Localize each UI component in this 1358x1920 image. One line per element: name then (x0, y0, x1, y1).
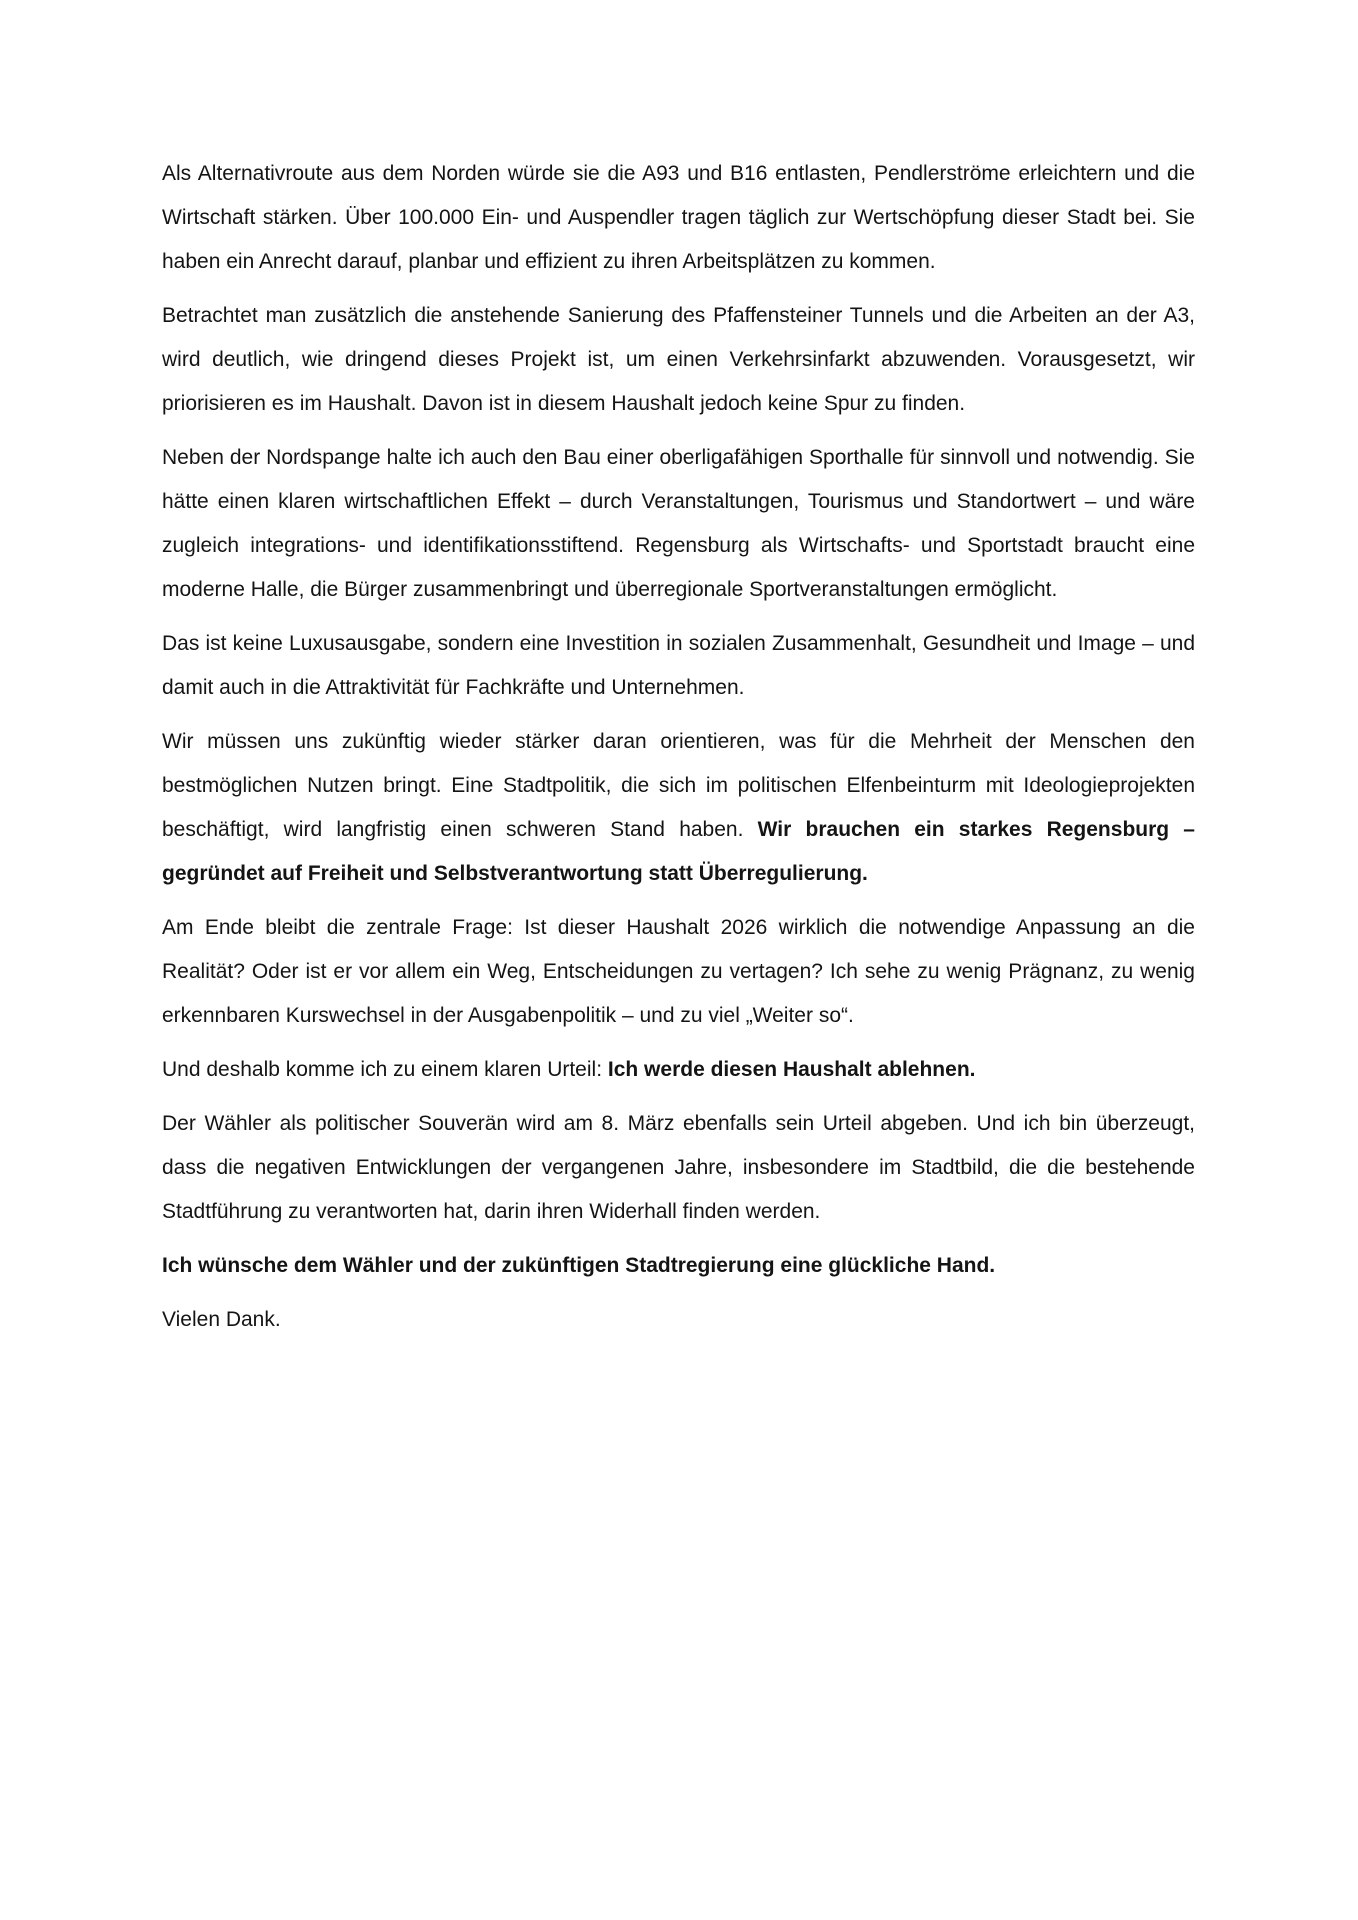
text-run: Betrachtet man zusätzlich die anstehende Sanierung des Pfaffensteiner Tunnels und die Arbeiten an der A3, wird deutlich, wie dringend dieses Projekt ist, um einen Verkehrsinfarkt abzuwenden. Vorausgesetzt, wir priorisieren es im Haushalt. Davon ist in diesem Haushalt jedoch keine Spur zu finden. (162, 304, 1195, 415)
text-run: Das ist keine Luxusausgabe, sondern eine Investition in sozialen Zusammenhalt, Gesundheit und Image – und damit auch in die Attraktivität für Fachkräfte und Unternehmen. (162, 632, 1195, 699)
text-run: Am Ende bleibt die zentrale Frage: Ist dieser Haushalt 2026 wirklich die notwendige Anpassung an die Realität? Oder ist er vor allem ein Weg, Entscheidungen zu vertagen? Ich sehe zu wenig Prägnanz, zu wenig erkennbaren Kurswechsel in der Ausgabenpolitik – und zu viel „Weiter so“. (162, 916, 1195, 1027)
text-run-bold: Ich werde diesen Haushalt ablehnen. (607, 1058, 976, 1081)
text-run: Der Wähler als politischer Souverän wird am 8. März ebenfalls sein Urteil abgeben. Und ich bin überzeugt, dass die negativen Entwicklungen der vergangenen Jahre, insbesondere im Stadtbild, die die bestehende Stadtführung zu verantworten hat, darin ihren Widerhall finden werden. (162, 1112, 1195, 1223)
text-run: Als Alternativroute aus dem Norden würde sie die A93 und B16 entlasten, Pendlerströme erleichtern und die Wirtschaft stärken. Über 100.000 Ein- und Auspendler tragen täglich zur Wertschöpfung dieser Stadt bei. Sie haben ein Anrecht darauf, planbar und effizient zu ihren Arbeitsplätzen zu kommen. (162, 162, 1195, 273)
paragraph (162, 294, 1195, 426)
paragraph (162, 622, 1195, 710)
text-run-bold: Ich wünsche dem Wähler und der zukünftigen Stadtregierung eine glückliche Hand. (162, 1254, 996, 1277)
text-run-bold: Wir brauchen ein starkes Regensburg – gegründet auf Freiheit und Selbstverantwortung statt Überregulierung. (162, 818, 1195, 885)
paragraph (162, 152, 1195, 284)
text-run: Wir müssen uns zukünftig wieder stärker daran orientieren, was für die Mehrheit der Menschen den bestmöglichen Nutzen bringt. Eine Stadtpolitik, die sich im politischen Elfenbeinturm mit Ideologieprojekten beschäftigt, wird langfristig einen schweren Stand haben. (162, 730, 1195, 841)
text-run: Vielen Dank. (162, 1308, 281, 1331)
paragraph (162, 436, 1195, 612)
paragraph (162, 1298, 1195, 1342)
paragraph (162, 1244, 1195, 1288)
paragraph (162, 1102, 1195, 1234)
paragraph (162, 906, 1195, 1038)
paragraph (162, 720, 1195, 896)
text-run: Und deshalb komme ich zu einem klaren Urteil: (162, 1058, 608, 1081)
text-run: Neben der Nordspange halte ich auch den Bau einer oberligafähigen Sporthalle für sinnvoll und notwendig. Sie hätte einen klaren wirtschaftlichen Effekt – durch Veranstaltungen, Tourismus und Standortwert – und wäre zugleich integrations- und identifikationsstiftend. Regensburg als Wirtschafts- und Sportstadt braucht eine moderne Halle, die Bürger zusammenbringt und überregionale Sportveranstaltungen ermöglicht. (162, 446, 1195, 601)
paragraph (162, 1048, 1195, 1092)
